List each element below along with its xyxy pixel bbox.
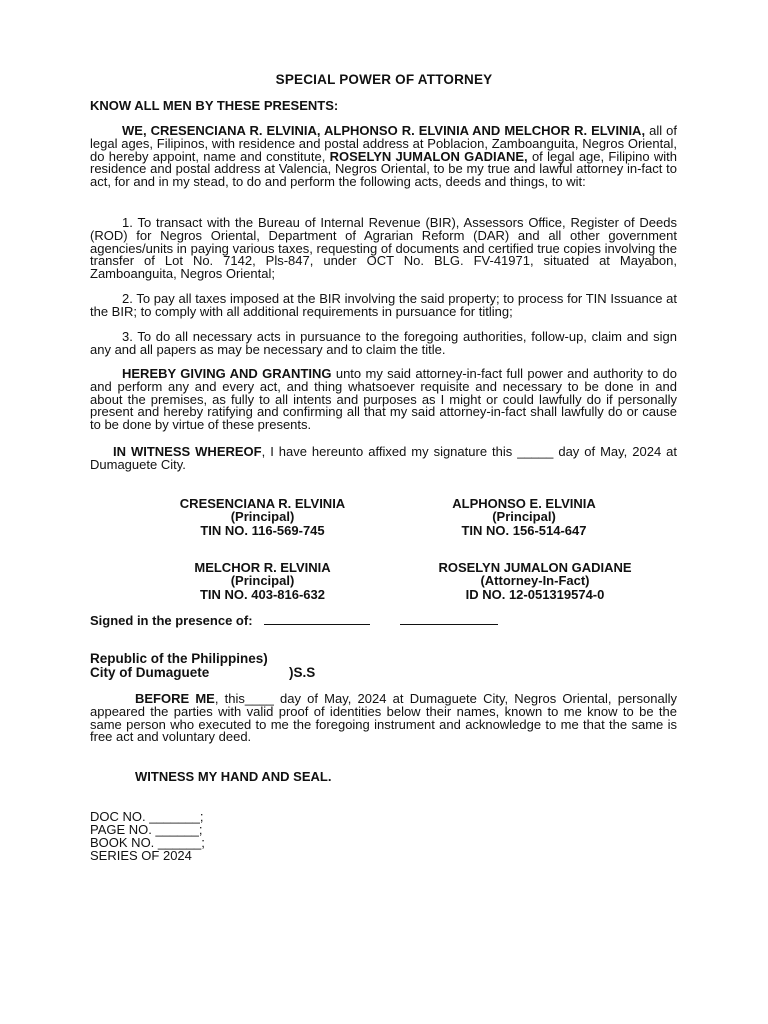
witness-signature-line-1 bbox=[264, 614, 370, 625]
intro-text-1: all of legal ages, Filipinos, with residence and postal address at Poblacion, Zamboanguita, Negros Oriental, do hereby appoint, name and constitute, bbox=[90, 123, 677, 164]
signatory-id: TIN NO. 403-816-632 bbox=[199, 586, 325, 602]
signatory-name: ALPHONSO E. ELVINIA bbox=[452, 496, 596, 511]
signatory-name: CRESENCIANA R. ELVINIA bbox=[179, 496, 346, 511]
signatory-id: ID NO. 12-051319574-0 bbox=[465, 586, 605, 602]
signatory-name: ROSELYN JUMALON GADIANE bbox=[438, 560, 632, 575]
authority-item-3: 3. To do all necessary acts in pursuance to the foregoing authorities, follow-up, claim and sign any and all papers as may be necessary and to claim the title. bbox=[90, 329, 677, 357]
signatory-name: MELCHOR R. ELVINIA bbox=[194, 560, 331, 575]
witness-text: , I have hereunto affixed my signature this _____ day of May, 2024 at Dumaguete City. bbox=[90, 444, 677, 472]
granting-paragraph bbox=[90, 368, 677, 432]
witness-hand-seal: WITNESS MY HAND AND SEAL. bbox=[135, 769, 332, 784]
signatory-id: TIN NO. 156-514-647 bbox=[461, 522, 587, 538]
know-all-heading: KNOW ALL MEN BY THESE PRESENTS: bbox=[90, 98, 339, 113]
signatory-block bbox=[400, 561, 670, 601]
jurat-venue bbox=[90, 651, 316, 680]
signatory-id: TIN NO. 116-569-745 bbox=[200, 522, 325, 538]
before-me-paragraph bbox=[90, 693, 677, 744]
notarial-register bbox=[90, 810, 205, 862]
witness-paragraph bbox=[90, 446, 677, 472]
series: SERIES OF 2024 bbox=[90, 848, 192, 863]
signatory-role: (Attorney-In-Fact) bbox=[480, 573, 590, 589]
signatory-role: (Principal) bbox=[230, 509, 295, 525]
signatory-role: (Principal) bbox=[230, 573, 295, 589]
signed-presence-label: Signed in the presence of: bbox=[90, 613, 253, 628]
principals-names: WE, CRESENCIANA R. ELVINIA, ALPHONSO R. ELVINIA AND MELCHOR R. ELVINIA, bbox=[122, 123, 646, 138]
attorney-name: ROSELYN JUMALON GADIANE, bbox=[329, 148, 528, 164]
book-no: BOOK NO. ______; bbox=[90, 835, 205, 850]
doc-no: DOC NO. _______; bbox=[90, 809, 204, 824]
granting-text: unto my said attorney-in-fact full power and authority to do and perform any and every act, and thing whatsoever requisite and necessary to be done in and about the premises, as fully to all intents and purposes as I might or could lawfully do if personally present and hereby ratifying and confirming all that my said attorney-in-fact shall lawfully do or cause to be done by virtue of these presents. bbox=[90, 366, 677, 433]
jurat-republic: Republic of the Philippines) bbox=[90, 651, 268, 666]
witness-signature-line-2 bbox=[400, 614, 498, 625]
jurat-city: City of Dumaguete bbox=[90, 665, 210, 680]
before-me-lead: BEFORE ME bbox=[135, 691, 215, 706]
signatory-block bbox=[140, 561, 385, 601]
signed-presence-line bbox=[90, 614, 498, 627]
intro-paragraph bbox=[90, 125, 677, 189]
jurat-ss: )S.S bbox=[289, 665, 316, 680]
authority-item-1: 1. To transact with the Bureau of Internal Revenue (BIR), Assessors Office, Register of Deeds (ROD) for Negros Oriental, Department of Agrarian Reform (DAR) and all other government agencies/units in paying various taxes, requesting of documents and certified true copies involving the transfer of Lot No. 7142, Pls-847, under OCT No. BLG. FV-41971, situated at Mayabon, Zamboanguita, Negros Oriental; bbox=[90, 215, 677, 282]
witness-lead: IN WITNESS WHEREOF bbox=[113, 444, 262, 459]
granting-lead: HEREBY GIVING AND GRANTING bbox=[122, 366, 332, 381]
authority-item-2: 2. To pay all taxes imposed at the BIR involving the said property; to process for TIN Issuance at the BIR; to comply with all additional requirements in pursuance for titling; bbox=[90, 291, 677, 319]
document-title: SPECIAL POWER OF ATTORNEY bbox=[275, 72, 493, 87]
signatory-role: (Principal) bbox=[492, 509, 556, 525]
intro-text-2: of legal age, Filipino with residence and postal address at Valencia, Negros Oriental, to be my true and lawful attorney in-fact to act, for and in my stead, to do and perform the following acts, deeds and things, to wit: bbox=[90, 148, 677, 190]
before-me-text: , this____ day of May, 2024 at Dumaguete City, Negros Oriental, personally appeared the parties with valid proof of identities below their names, known to me know to be the same person who executed to me the foregoing instrument and acknowledge to me that the same is free act and voluntary deed. bbox=[90, 691, 677, 745]
page-no: PAGE NO. ______; bbox=[90, 822, 203, 837]
signatory-block bbox=[400, 497, 648, 537]
signatory-block bbox=[140, 497, 385, 537]
